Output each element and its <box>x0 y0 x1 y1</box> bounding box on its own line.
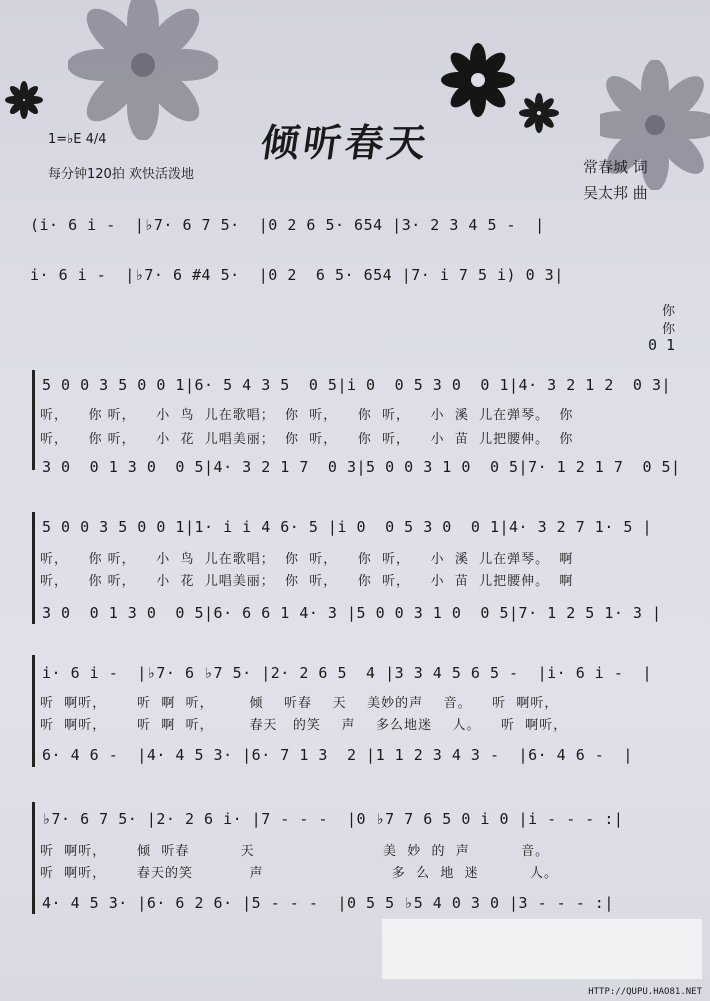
flower-decoration-icon <box>440 42 516 118</box>
lyricist-credit: 常春城 词 <box>583 158 648 176</box>
notation-row: i· 6 i - |♭7· 6 ♭7 5· |2· 2 6 5 4 |3 3 4 5 6 5 - |i· 6 i - | <box>42 664 652 682</box>
lyric-line: 听， 你 听， 小 鸟 儿在歌唱； 你 听， 你 听， 小 溪 儿在弹琴。 你 <box>40 408 574 423</box>
tempo-marking: 每分钟120拍 欢快活泼地 <box>48 167 194 182</box>
system-bracket <box>32 802 35 914</box>
notation-row: 6· 4 6 - |4· 4 5 3· |6· 7 1 3 2 |1 1 2 3 4 3 - |6· 4 6 - | <box>42 746 633 764</box>
lyric-line: 听， 你 听， 小 花 儿唱美丽； 你 听， 你 听， 小 苗 儿把腰伸。 你 <box>40 432 574 447</box>
flower-decoration-icon <box>518 92 560 134</box>
lyric-line: 听， 你 听， 小 花 儿唱美丽； 你 听， 你 听， 小 苗 儿把腰伸。 啊 <box>40 574 574 589</box>
system-bracket <box>32 655 35 767</box>
lyric-line: 听 啊听， 听 啊 听， 倾 听春 天 美妙的声 音。 听 啊听， <box>40 696 559 711</box>
source-url[interactable]: HTTP://QUPU.HAO81.NET <box>588 987 702 997</box>
composer-credit: 吴太邦 曲 <box>583 184 648 202</box>
pickup-lyric: 你 <box>662 304 676 319</box>
key-signature: 1=♭E 4/4 <box>48 132 107 147</box>
lyric-line: 听 啊听， 倾 听春 天 美 妙 的 声 音。 <box>40 844 550 859</box>
page-title: 倾听春天 <box>258 120 433 165</box>
notation-row: 4· 4 5 3· |6· 6 2 6· |5 - - - |0 5 5 ♭5 4 0 3 0 |3 - - - :| <box>42 894 614 912</box>
notation-row: (i· 6 i - |♭7· 6 7 5· |0 2 6 5· 654 |3· 2 3 4 5 - | <box>30 216 545 234</box>
notation-row: 5 0 0 3 5 0 0 1|6· 5 4 3 5 0 5|i 0 0 5 3 0 0 1|4· 3 2 1 2 0 3| <box>42 376 672 394</box>
system-bracket <box>32 512 35 624</box>
notation-row: ♭7· 6 7 5· |2· 2 6 i· |7 - - - |0 ♭7 7 6 5 0 i 0 |i - - - :| <box>42 810 624 828</box>
lyric-line: 听 啊听， 听 啊 听， 春天 的笑 声 多么地迷 人。 听 啊听， <box>40 718 568 733</box>
watermark-box <box>382 919 702 979</box>
notation-row: 3 0 0 1 3 0 0 5|4· 3 2 1 7 0 3|5 0 0 3 1 0 0 5|7· 1 2 1 7 0 5| <box>42 458 681 476</box>
notation-row: 5 0 0 3 5 0 0 1|1· i i 4 6· 5 |i 0 0 5 3 0 0 1|4· 3 2 7 1· 5 | <box>42 518 652 536</box>
flower-decoration-icon <box>4 80 44 120</box>
system-bracket <box>32 370 35 470</box>
lyric-line: 听， 你 听， 小 鸟 儿在歌唱； 你 听， 你 听， 小 溪 儿在弹琴。 啊 <box>40 552 574 567</box>
pickup-lyric: 你 <box>662 322 676 337</box>
flower-decoration-icon <box>68 0 218 140</box>
notation-row: 3 0 0 1 3 0 0 5|6· 6 6 1 4· 3 |5 0 0 3 1 0 0 5|7· 1 2 5 1· 3 | <box>42 604 662 622</box>
notation-row: i· 6 i - |♭7· 6 #4 5· |0 2 6 5· 654 |7· i 7 5 i) 0 3| <box>30 266 564 284</box>
pickup-notes: 0 1 <box>648 336 676 354</box>
lyric-line: 听 啊听， 春天的笑 声 多 么 地 迷 人。 <box>40 866 558 881</box>
